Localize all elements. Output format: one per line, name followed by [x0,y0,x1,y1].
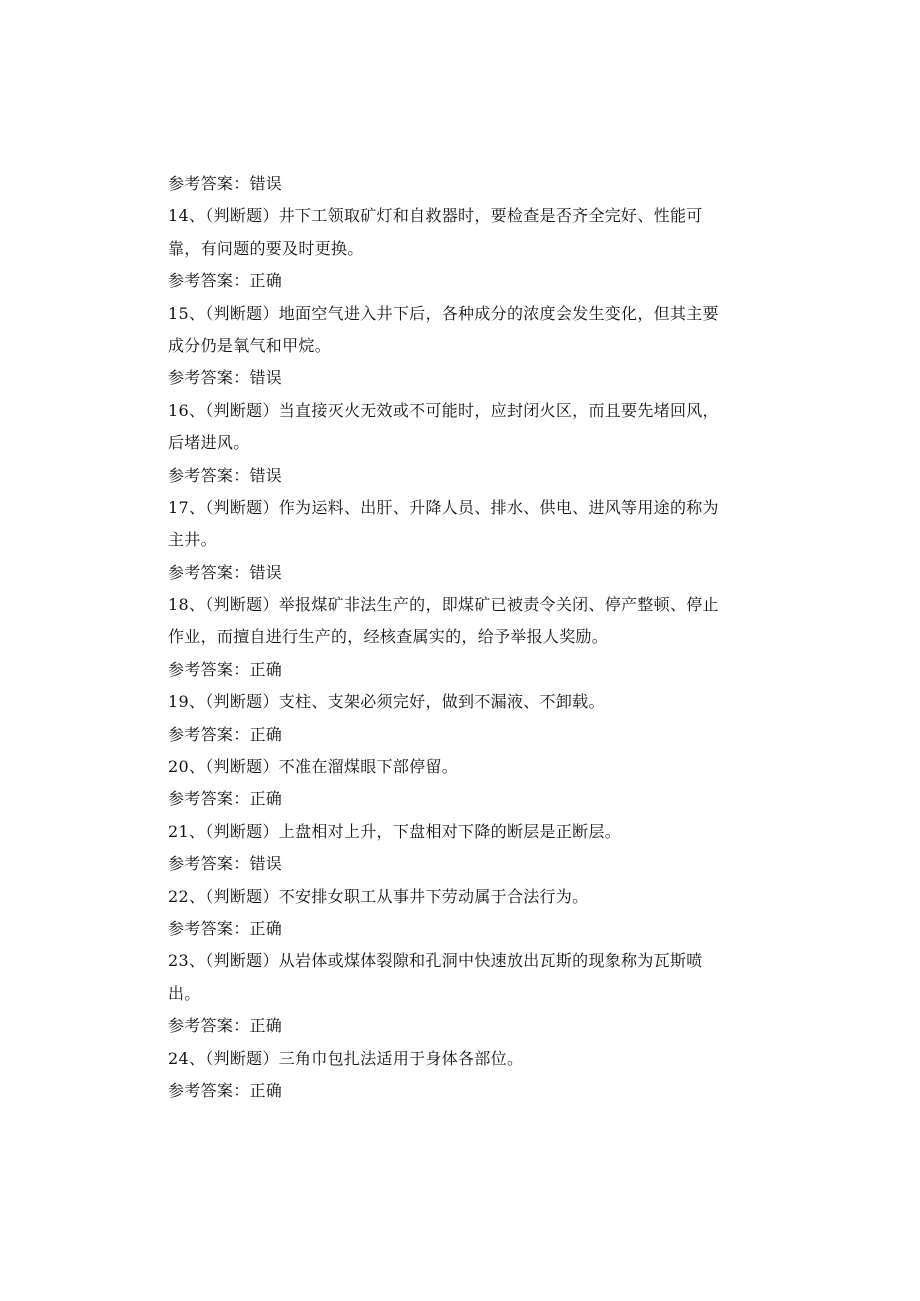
question-continuation-line: 成分仍是氧气和甲烷。 [168,335,332,355]
question-continuation-line: 出。 [168,983,201,1003]
question-line: 16、（判断题）当直接灭火无效或不可能时，应封闭火区，而且要先堵回风， [168,400,719,420]
document-page [168,168,758,1107]
answer-line: 参考答案：正确 [168,1016,283,1036]
question-line: 19、（判断题）支柱、支架必须完好，做到不漏液、不卸载。 [168,692,605,712]
question-continuation-line: 靠，有问题的要及时更换。 [168,238,364,258]
answer-line: 参考答案：正确 [168,659,283,679]
answer-line: 参考答案：错误 [168,465,283,485]
question-continuation-line: 作业，而擅自进行生产的，经核查属实的，给予举报人奖励。 [168,627,609,647]
answer-line: 参考答案：错误 [168,368,283,388]
answer-line: 参考答案：错误 [168,854,283,874]
question-line: 15、（判断题）地面空气进入井下后，各种成分的浓度会发生变化，但其主要 [168,303,719,323]
question-continuation-line: 后堵进风。 [168,433,250,453]
question-line: 18、（判断题）举报煤矿非法生产的，即煤矿已被责令关闭、停产整顿、停止 [168,595,719,615]
answer-line: 参考答案：正确 [168,918,283,938]
question-line: 17、（判断题）作为运料、出肝、升降人员、排水、供电、进风等用途的称为 [168,497,719,517]
question-line: 21、（判断题）上盘相对上升，下盘相对下降的断层是正断层。 [168,821,622,841]
question-line: 23、（判断题）从岩体或煤体裂隙和孔洞中快速放出瓦斯的现象称为瓦斯喷 [168,951,703,971]
answer-line: 参考答案：正确 [168,724,283,744]
question-line: 14、（判断题）井下工领取矿灯和自救器时，要检查是否齐全完好、性能可 [168,206,703,226]
question-continuation-line: 主井。 [168,530,217,550]
question-line: 22、（判断题）不安排女职工从事井下劳动属于合法行为。 [168,886,589,906]
answer-line: 参考答案：错误 [168,174,283,193]
answer-line: 参考答案：正确 [168,1080,283,1100]
answer-line: 参考答案：正确 [168,789,283,809]
question-line: 20、（判断题）不准在溜煤眼下部停留。 [168,757,459,777]
answer-line: 参考答案：正确 [168,271,283,291]
question-line: 24、（判断题）三角巾包扎法适用于身体各部位。 [168,1048,524,1068]
answer-line: 参考答案：错误 [168,562,283,582]
